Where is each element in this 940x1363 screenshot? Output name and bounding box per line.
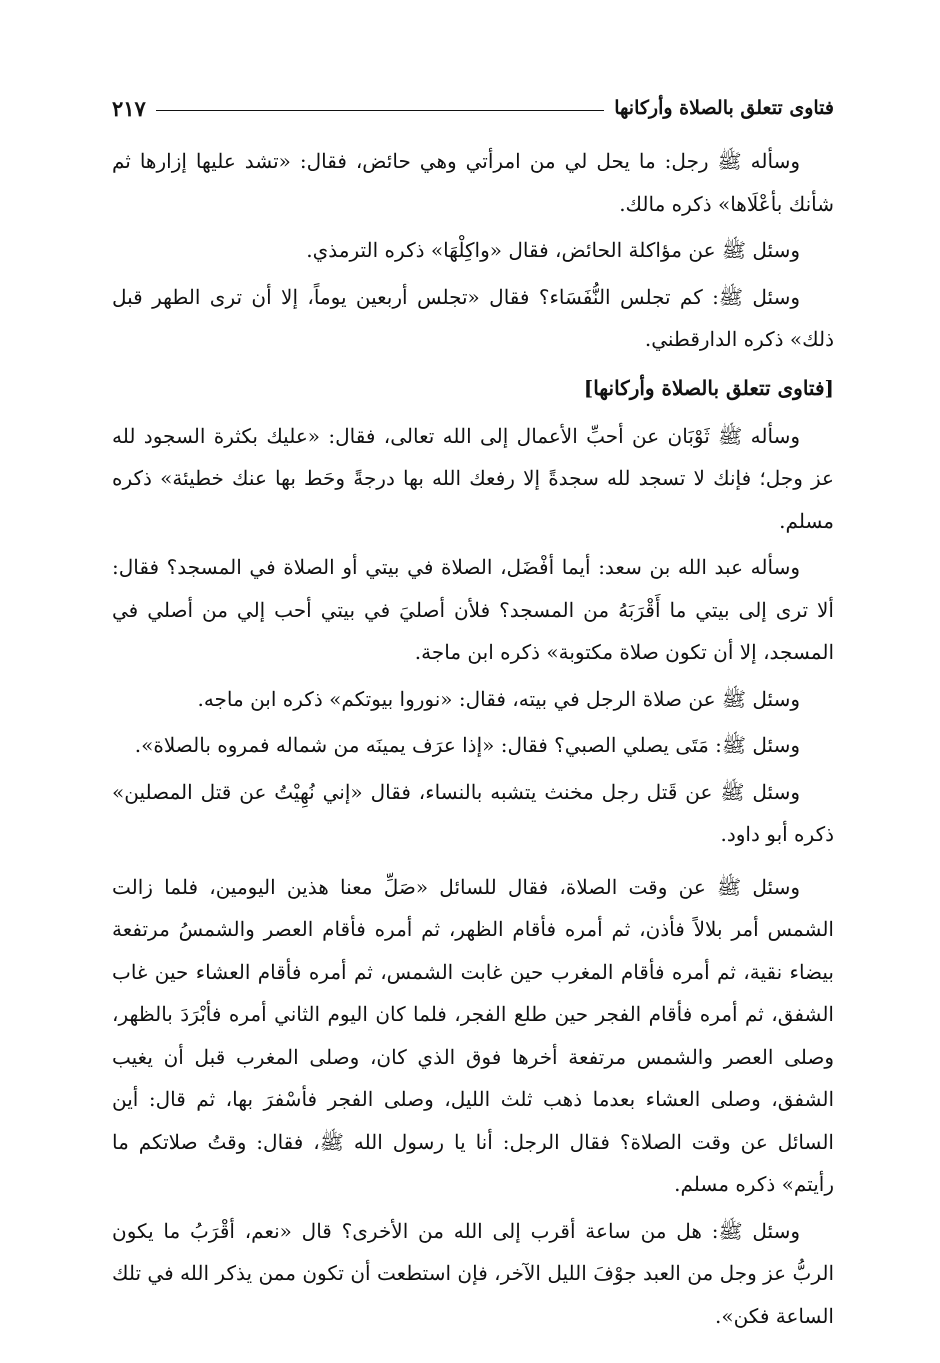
paragraph-killing-prohibited: وسئل ﷺ عن قَتل رجل مخنث يتشبه بالنساء، فقال «إني نُهِيْتُ عن قتل المصلين» ذكره أبو داود. [112, 779, 834, 846]
paragraph-best-deeds: وسأله ﷺ ثَوْبَان عن أحبِّ الأعمال إلى الله تعالى، فقال: «عليك بكثرة السجود لله عز وجل؛ فإنك لا تسجد لله سجدةً إلا رفعك الله بها درجةً وحَط بها عنك خطيئة» ذكره مسلم. [112, 423, 834, 533]
running-header-title: فتاوى تتعلق بالصلاة وأركانها [614, 97, 834, 119]
paragraph-menstruation-question: وسأله ﷺ رجل: ما يحل لي من امرأتي وهي حائض، فقال: «تشد عليها إزارها ثم شأنك بأعْلَاها» ذكره مالك. [112, 149, 834, 216]
running-header [112, 90, 834, 126]
page-number: ٢١٧ [112, 95, 146, 121]
book-page [112, 90, 834, 1341]
paragraph-prayer-at-home: وسأله عبد الله بن سعد: أيما أفْضَل، الصلاة في بيتي أو الصلاة في المسجد؟ فقال: ألا ترى إلى بيتي ما أَقْرَبَهُ من المسجد؟ فلأن أصليَ في بيتي أحب إلي من أصلي في المسجد، إلا أن تكون صلاة مكتوبة» ذكره ابن ماجة. [112, 555, 834, 664]
paragraph-light-your-houses: وسئل ﷺ عن صلاة الرجل في بيته، فقال: «نوروا بيوتكم» ذكره ابن ماجه. [197, 686, 800, 711]
section-heading: [فتاوى تتعلق بالصلاة وأركانها] [583, 375, 834, 400]
paragraph-child-prayer: وسئل ﷺ: مَتَى يصلي الصبي؟ فقال: «إذا عرَف يمينَه من شماله فمروه بالصلاة». [134, 733, 800, 757]
paragraph-eating-with-menstruating: وسئل ﷺ عن مؤاكلة الحائض، فقال «واكِلْهَا» ذكره الترمذي. [306, 238, 800, 262]
header-rule [156, 110, 604, 111]
paragraph-prayer-times: وسئل ﷺ عن وقت الصلاة، فقال للسائل «صَلِّ معنا هذين اليومين، فلما زالت الشمس أمر بلالاً فأذن، ثم أمره فأقام الظهر، ثم أمره فأقام العصر والشمسُ مرتفعة بيضاء نقية، ثم أمره فأقام المغرب حين غابت الشمس، ثم أمره فأقام العشاء حين غاب الشفق، ثم أمره فأقام الفجر حين طلع الفجر، فلما كان اليوم الثاني أمره فأبْرَدَ بالظهر، وصلى العصر والشمس مرتفعة أخرها فوق الذي كان، وصلى المغرب قبل أن يغيب الشفق، وصلى العشاء بعدما ذهب ثلث الليل، وصلى الفجر فأسْفرَ بها، ثم قال: أين السائل عن وقت الصلاة؟ فقال الرجل: أنا يا رسول الله ﷺ، فقال: وقتُ صلاتكم ما رأيتم» ذكره مسلم. [112, 874, 834, 1196]
page-body [112, 140, 834, 1337]
paragraph-postpartum-period: وسئل ﷺ: كم تجلس النُّفَسَاء؟ فقال «تجلس أربعين يوماً، إلا أن ترى الطهر قبل ذلك» ذكره الدارقطني. [112, 284, 834, 351]
paragraph-nearest-hour: وسئل ﷺ: هل من ساعة أقرب إلى الله من الأخرى؟ قال «نعم، أقْرَبُ ما يكون الربُّ عز وجل من العبد جوْفَ الليل الآخر، فإن استطعت أن تكون ممن يذكر الله في تلك الساعة فكن». [112, 1218, 834, 1328]
